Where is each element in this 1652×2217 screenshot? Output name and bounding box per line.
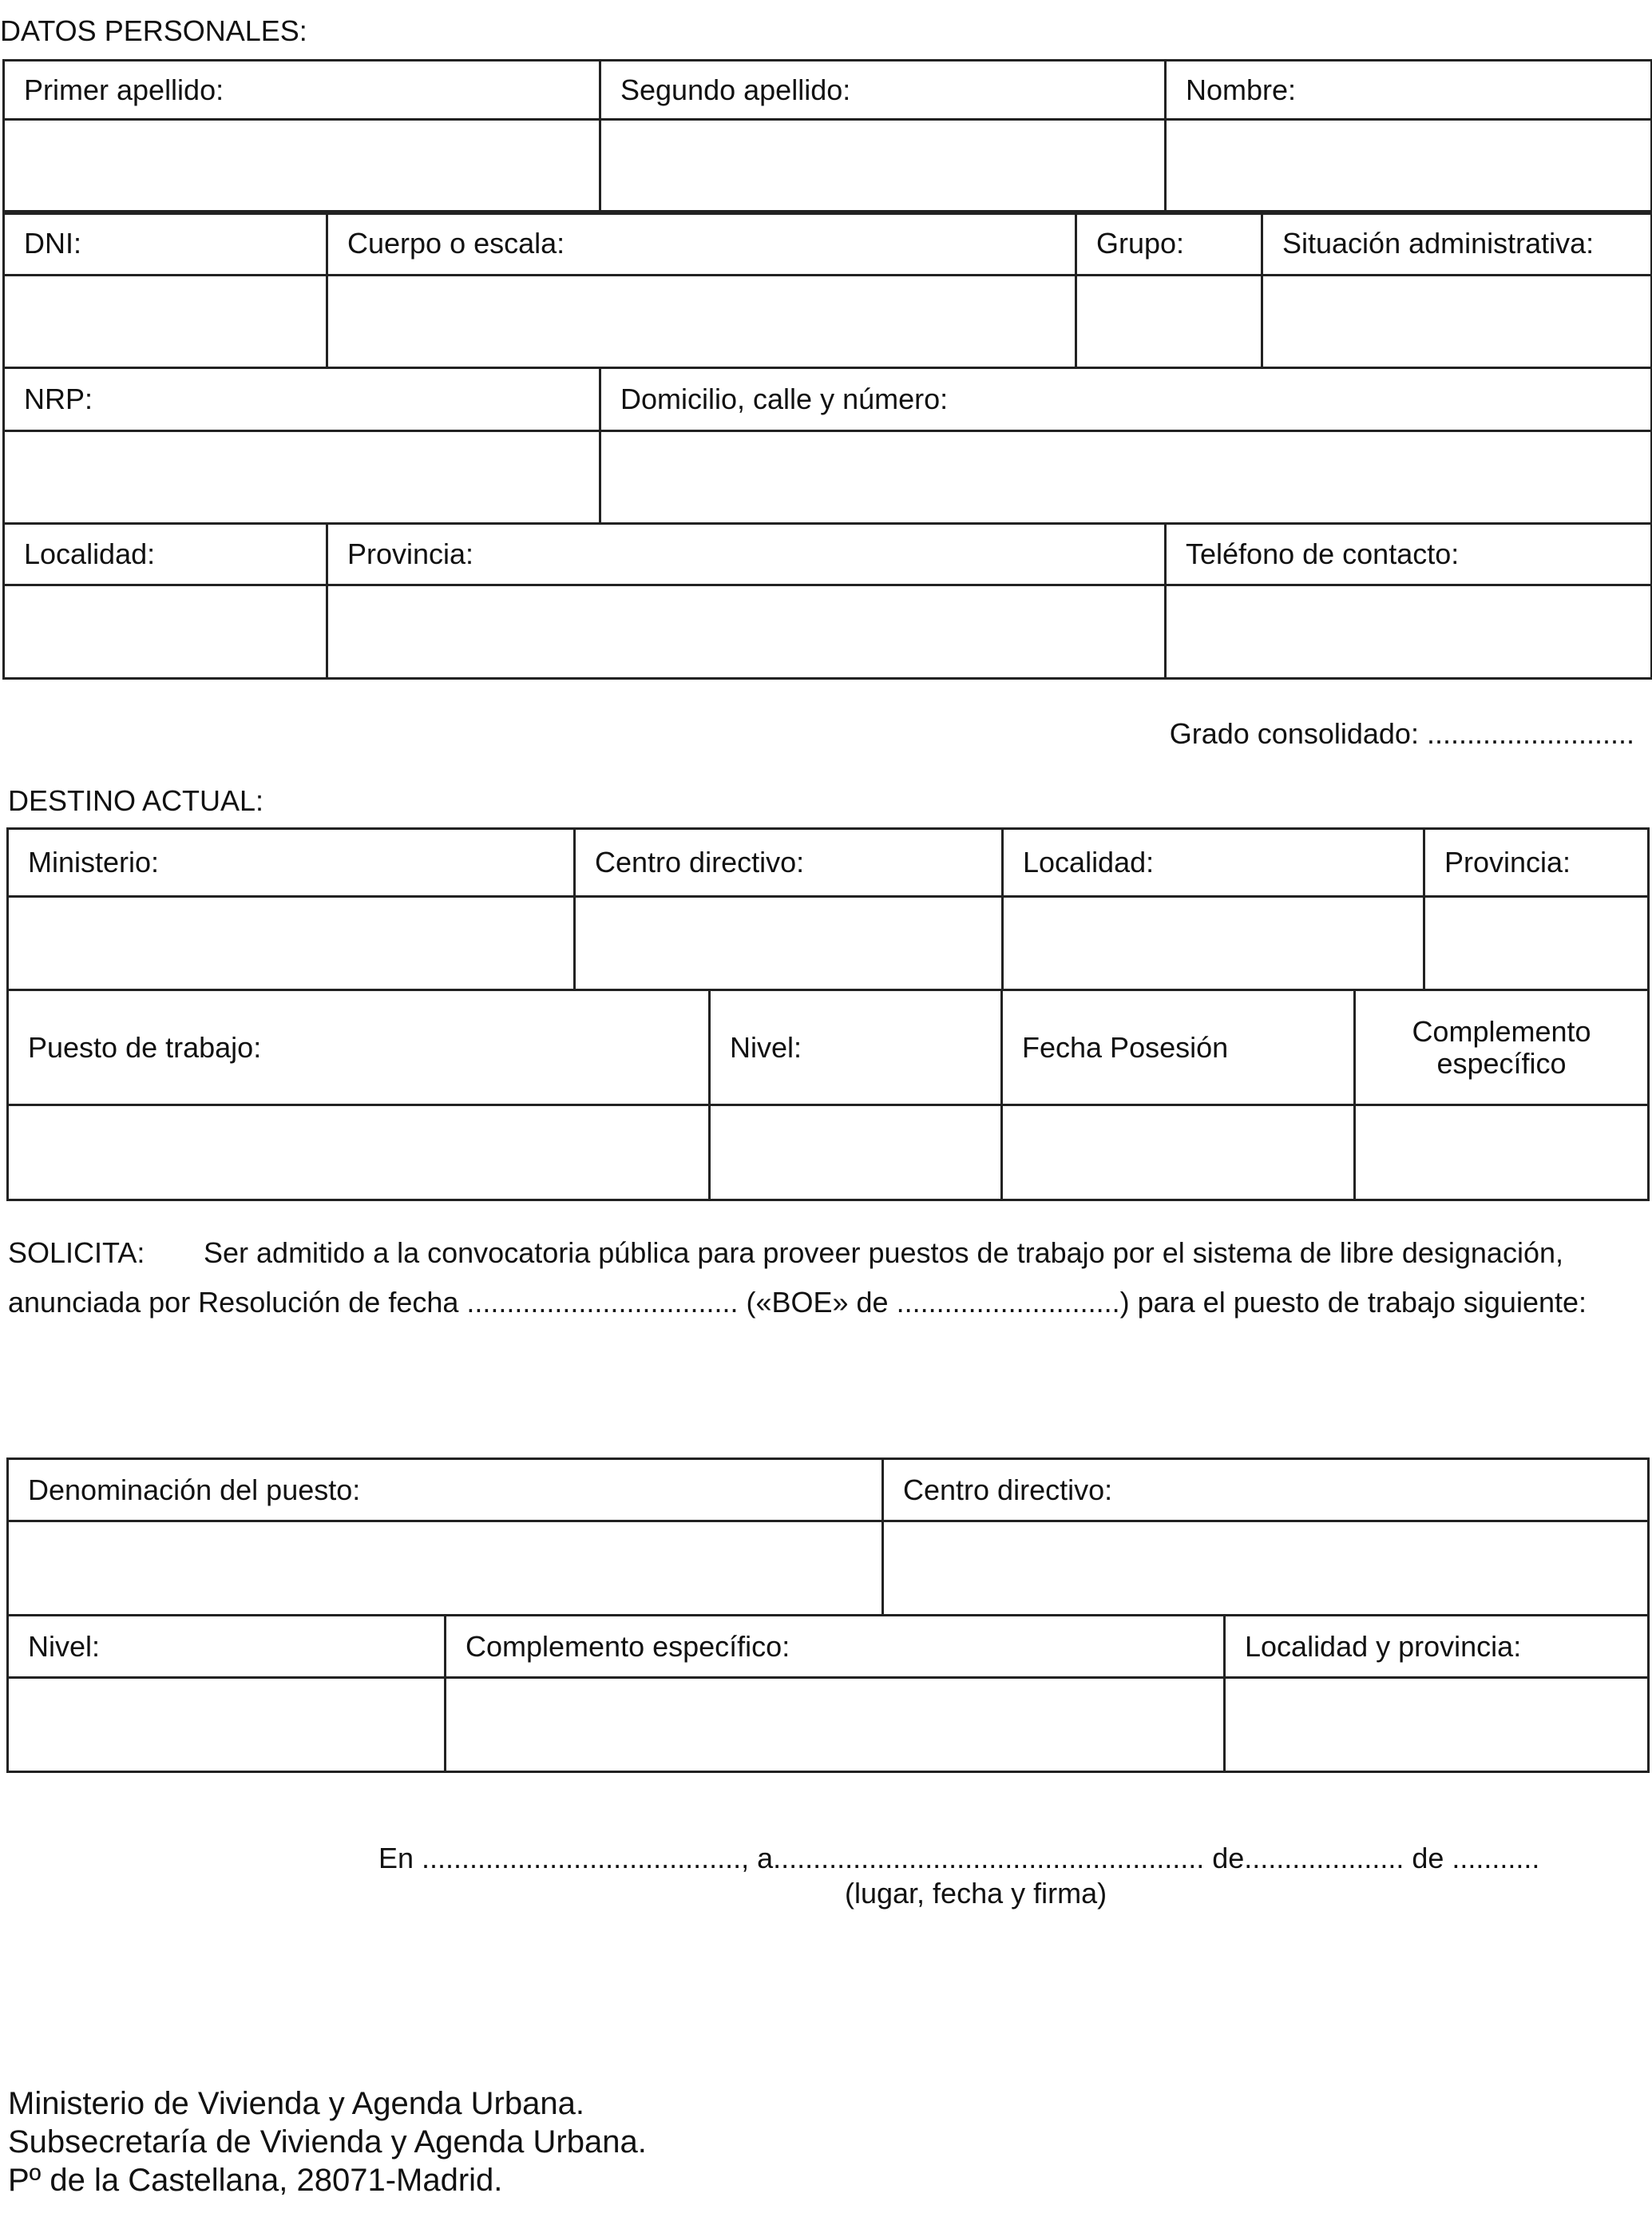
field-cuerpo-escala[interactable]	[327, 276, 1076, 368]
footer-address	[8, 2084, 647, 2199]
label-dni: DNI:	[4, 212, 327, 276]
puesto-table-2	[6, 1614, 1650, 1773]
field-telefono-contacto[interactable]	[1166, 585, 1652, 679]
label-nivel-actual: Nivel:	[710, 990, 1002, 1105]
footer-subsecretaria: Subsecretaría de Vivienda y Agenda Urbana.	[8, 2124, 647, 2159]
label-provincia-actual: Provincia:	[1424, 829, 1649, 897]
field-segundo-apellido[interactable]	[600, 120, 1166, 214]
label-localidad: Localidad:	[4, 524, 327, 585]
field-provincia[interactable]	[327, 585, 1166, 679]
grado-consolidado: Grado consolidado: ..........................	[1169, 717, 1634, 750]
field-nivel-puesto[interactable]	[8, 1678, 446, 1772]
field-fecha-posesion[interactable]	[1002, 1105, 1355, 1200]
field-domicilio[interactable]	[600, 431, 1652, 524]
footer-ministerio: Ministerio de Vivienda y Agenda Urbana.	[8, 2086, 584, 2121]
footer-direccion: Pº de la Castellana, 28071-Madrid.	[8, 2163, 503, 2198]
firma-caption: (lugar, fecha y firma)	[845, 1877, 1107, 1910]
field-dni[interactable]	[4, 276, 327, 368]
label-nivel-puesto: Nivel:	[8, 1616, 446, 1678]
firma-line: En ........................................, a...................................................... de.................... de ...........	[378, 1842, 1540, 1874]
solicita-lead: SOLICITA:	[8, 1236, 145, 1269]
label-situacion-administrativa: Situación administrativa:	[1262, 212, 1652, 276]
datos-personales-table-1	[2, 59, 1652, 215]
field-localidad-provincia[interactable]	[1225, 1678, 1649, 1772]
field-situacion-administrativa[interactable]	[1262, 276, 1652, 368]
datos-personales-table-4	[2, 522, 1652, 680]
label-domicilio: Domicilio, calle y número:	[600, 368, 1652, 431]
field-puesto-trabajo[interactable]	[8, 1105, 710, 1200]
field-nombre[interactable]	[1166, 120, 1652, 214]
solicita-text: Ser admitido a la convocatoria pública para proveer puestos de trabajo por el sistema de libre designación, anunciada por Resolución de fecha .................................. («BOE» de ............................) para el puesto de trabajo siguiente:	[8, 1236, 1587, 1319]
field-nrp[interactable]	[4, 431, 600, 524]
label-localidad-actual: Localidad:	[1003, 829, 1424, 897]
puesto-table-1	[6, 1458, 1650, 1616]
field-centro-directivo-actual[interactable]	[575, 897, 1003, 990]
label-segundo-apellido: Segundo apellido:	[600, 61, 1166, 120]
datos-personales-table-2	[2, 210, 1652, 369]
field-localidad[interactable]	[4, 585, 327, 679]
datos-personales-table-3	[2, 367, 1652, 525]
field-localidad-actual[interactable]	[1003, 897, 1424, 990]
destino-actual-table-1	[6, 827, 1650, 991]
destino-actual-heading: DESTINO ACTUAL:	[8, 784, 264, 817]
field-primer-apellido[interactable]	[4, 120, 600, 214]
label-ministerio: Ministerio:	[8, 829, 575, 897]
label-fecha-posesion: Fecha Posesión	[1002, 990, 1355, 1105]
field-denominacion-puesto[interactable]	[8, 1521, 883, 1616]
label-centro-directivo-puesto: Centro directivo:	[883, 1459, 1649, 1521]
label-denominacion-puesto: Denominación del puesto:	[8, 1459, 883, 1521]
label-grupo: Grupo:	[1076, 212, 1262, 276]
label-nombre: Nombre:	[1166, 61, 1652, 120]
field-complemento-especifico-puesto[interactable]	[446, 1678, 1225, 1772]
field-complemento-especifico-actual[interactable]	[1355, 1105, 1649, 1200]
datos-personales-heading: DATOS PERSONALES:	[0, 14, 307, 47]
label-puesto-trabajo: Puesto de trabajo:	[8, 990, 710, 1105]
field-nivel-actual[interactable]	[710, 1105, 1002, 1200]
label-cuerpo-escala: Cuerpo o escala:	[327, 212, 1076, 276]
field-centro-directivo-puesto[interactable]	[883, 1521, 1649, 1616]
label-primer-apellido: Primer apellido:	[4, 61, 600, 120]
solicita-paragraph	[8, 1228, 1637, 1327]
label-localidad-provincia: Localidad y provincia:	[1225, 1616, 1649, 1678]
destino-actual-table-2	[6, 989, 1650, 1201]
label-telefono-contacto: Teléfono de contacto:	[1166, 524, 1652, 585]
field-grupo[interactable]	[1076, 276, 1262, 368]
label-complemento-especifico-puesto: Complemento específico:	[446, 1616, 1225, 1678]
label-complemento-especifico-actual: Complemento específico	[1355, 990, 1649, 1105]
label-nrp: NRP:	[4, 368, 600, 431]
field-provincia-actual[interactable]	[1424, 897, 1649, 990]
field-ministerio[interactable]	[8, 897, 575, 990]
label-centro-directivo-actual: Centro directivo:	[575, 829, 1003, 897]
label-provincia: Provincia:	[327, 524, 1166, 585]
